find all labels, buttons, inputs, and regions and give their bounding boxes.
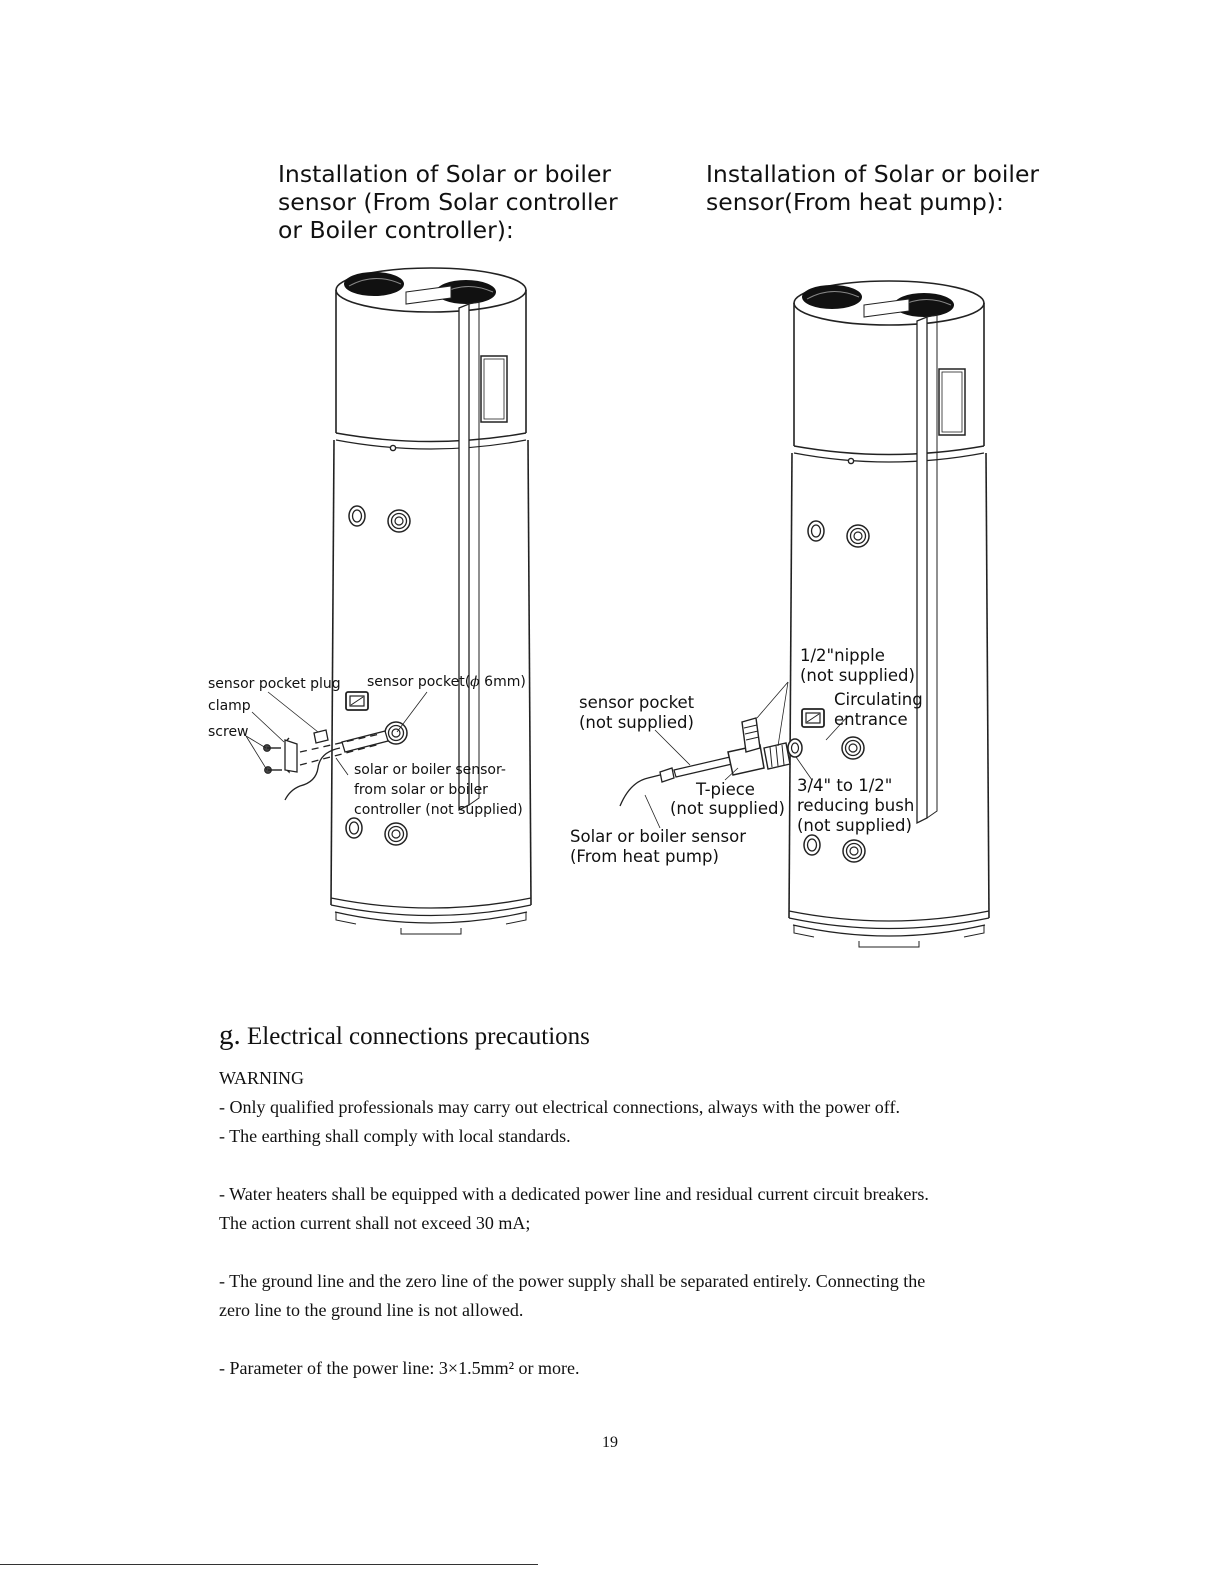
label-clamp: clamp (208, 698, 251, 714)
paragraph: - Parameter of the power line: 3×1.5mm² or more. (219, 1358, 580, 1378)
left-title-line: or Boiler controller): (278, 216, 514, 244)
label-nipple: 1/2"nipple (not supplied) (800, 646, 915, 685)
paragraph: - The earthing shall comply with local standards. (219, 1126, 571, 1146)
section-heading (219, 1019, 590, 1053)
warning-label: WARNING (219, 1068, 304, 1088)
paragraph: zero line to the ground line is not allowed. (219, 1300, 524, 1320)
paragraph: - Water heaters shall be equipped with a dedicated power line and residual current circuit breakers. (219, 1184, 929, 1204)
section-title: Electrical connections precautions (240, 1023, 590, 1050)
left-title-line: sensor (From Solar controller (278, 188, 618, 216)
section-letter: g. (219, 1019, 241, 1051)
left-title-line: Installation of Solar or boiler (278, 160, 612, 188)
label-sensor-note: solar or boiler sensor- from solar or boiler controller (not supplied) (354, 762, 523, 818)
paragraph: - Only qualified professionals may carry out electrical connections, always with the power off. (219, 1097, 900, 1117)
section-body (219, 1064, 1019, 1383)
label-sensor-pocket-right: sensor pocket (not supplied) (579, 693, 695, 732)
label-sensor-heat-pump: Solar or boiler sensor (From heat pump) (570, 827, 747, 866)
right-title-line: sensor(From heat pump): (706, 188, 1004, 216)
label-reducing-bush: 3/4" to 1/2" reducing bush (not supplied) (797, 776, 915, 835)
page-number: 19 (602, 1434, 618, 1451)
footer-rule (0, 1564, 538, 1565)
label-sensor-pocket-plug: sensor pocket plug (208, 676, 341, 692)
paragraph: The action current shall not exceed 30 mA; (219, 1213, 531, 1233)
label-circulating-entrance: Circulating entrance (834, 690, 923, 729)
label-sensor-pocket: sensor pocket(ϕ 6mm) (367, 674, 526, 690)
label-t-piece: T-piece (not supplied) (670, 780, 785, 818)
label-screw: screw (208, 724, 249, 740)
paragraph: - The ground line and the zero line of the power supply shall be separated entirely. Connecting the (219, 1271, 926, 1291)
right-title-line: Installation of Solar or boiler (706, 160, 1040, 188)
left-water-heater (246, 268, 531, 934)
